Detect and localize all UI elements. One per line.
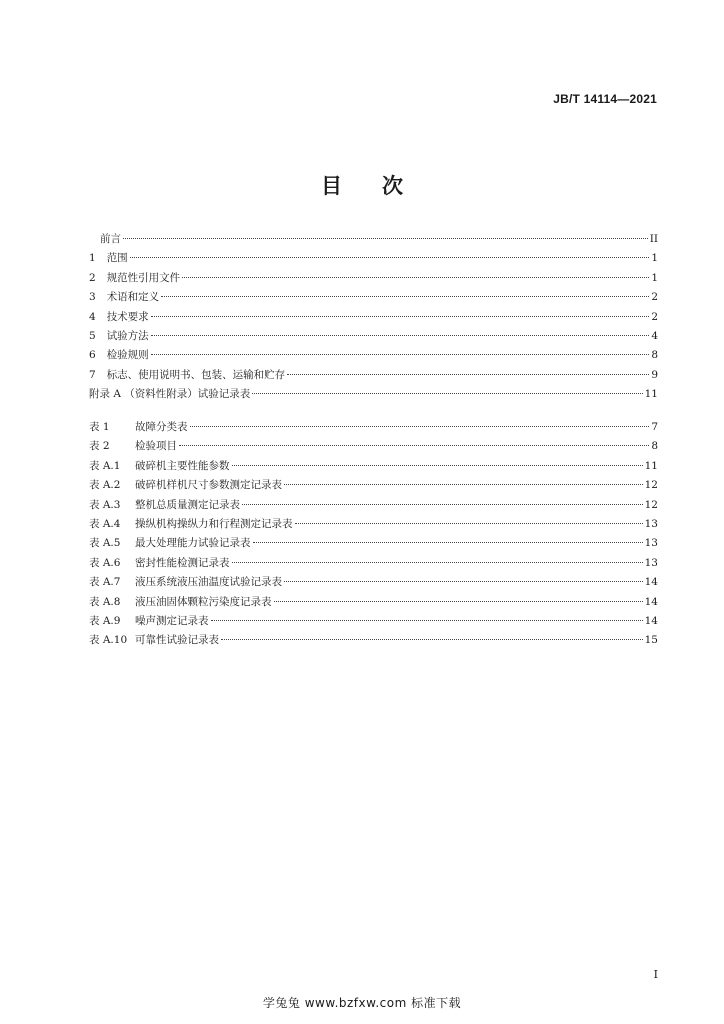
toc-entry-title: 前言 [100,233,121,245]
toc-table-entry[interactable] [89,612,658,631]
toc-entry-title: 技术要求 [106,310,149,323]
toc-table-entry[interactable] [89,457,658,476]
table-number: 表 A.1 [89,459,121,472]
dot-leader [211,619,643,621]
toc-tables [89,418,658,651]
table-page: 11 [644,459,658,472]
dot-leader [284,580,643,582]
table-title: 检验项目 [135,440,177,453]
toc-entry-title: 术语和定义 [106,291,160,304]
toc-entry-title: 范围 [106,252,128,265]
standard-number: JB/T 14114—2021 [553,92,657,106]
toc-entry[interactable] [89,269,658,288]
table-page: 12 [644,498,658,511]
toc-entry-number: 7 [89,368,96,381]
toc-entry[interactable] [89,249,658,268]
toc-entry-title: 规范性引用文件 [106,271,181,284]
table-page: 14 [644,595,658,608]
toc-table-entry[interactable] [89,573,658,592]
table-number: 表 A.4 [89,517,121,530]
table-page: 13 [644,517,658,530]
dot-leader [252,392,642,394]
dot-leader [287,373,649,375]
toc-entry[interactable] [89,327,658,346]
dot-leader [232,464,643,466]
table-page: 15 [644,634,658,647]
toc-entry-title: 标志、使用说明书、包装、运输和贮存 [106,368,286,381]
dot-leader [253,541,643,543]
toc-entry-page: 11 [644,388,658,401]
toc-entry-page: 1 [651,271,658,284]
table-title: 破碎机样机尺寸参数测定记录表 [135,479,282,492]
toc-entry-page: 8 [651,349,658,362]
toc-entry-number: 5 [89,329,96,342]
toc-table-entry[interactable] [89,631,658,650]
toc-entry-title: 检验规则 [106,349,149,362]
toc-entry-number: 6 [89,349,96,362]
table-title: 噪声测定记录表 [135,614,209,627]
table-number: 表 A.3 [89,498,121,511]
toc-entry-page: 4 [651,329,658,342]
toc-table-entry[interactable] [89,496,658,515]
table-title: 最大处理能力试验记录表 [135,537,251,550]
table-title: 操纵机构操纵力和行程测定记录表 [135,517,293,530]
toc-table-entry[interactable] [89,476,658,495]
toc-entry[interactable] [89,346,658,365]
table-title: 密封性能检测记录表 [135,556,230,569]
dot-leader [190,425,650,427]
watermark-text[interactable]: 学兔兔 www.bzfxw.com 标准下载 [262,996,462,1010]
table-page: 7 [651,421,658,433]
table-title: 整机总质量测定记录表 [135,498,240,511]
toc-entry-number: 2 [89,271,96,284]
dot-leader [232,561,643,563]
table-number: 表 A.8 [89,595,121,608]
dot-leader [179,444,649,446]
table-page: 14 [644,614,658,627]
toc-entry[interactable] [89,230,658,249]
toc-entry-number: 4 [89,310,96,323]
dot-leader [274,600,643,602]
dot-leader [161,295,649,297]
table-title: 液压系统液压油温度试验记录表 [135,576,282,589]
toc-table-entry[interactable] [89,515,658,534]
table-title: 故障分类表 [135,421,188,433]
dot-leader [182,276,649,278]
table-number: 表 A.7 [89,576,121,589]
toc-table-entry[interactable] [89,534,658,553]
dot-leader [242,503,643,505]
toc-entry-page: 1 [651,252,658,265]
table-number: 表 A.10 [89,634,128,647]
toc-table-entry[interactable] [89,418,658,437]
table-page: 12 [644,479,658,492]
toc-entry-page: 2 [651,310,658,323]
toc-entry[interactable] [89,385,658,404]
dot-leader [295,522,643,524]
dot-leader [130,256,650,258]
toc-entry[interactable] [89,308,658,327]
dot-leader [151,315,650,317]
toc-entry-page: 9 [651,368,658,381]
table-title: 破碎机主要性能参数 [135,459,230,472]
title-char-2: 次 [382,174,403,198]
dot-leader [151,334,650,336]
toc-entry-page: II [649,233,658,245]
toc-table-entry[interactable] [89,554,658,573]
toc-entry-page: 2 [651,291,658,304]
table-number: 表 A.6 [89,556,121,569]
table-page: 13 [644,537,658,550]
table-number: 表 A.2 [89,479,121,492]
table-title: 可靠性试验记录表 [135,634,219,647]
toc-entry-number: 1 [89,252,96,265]
title-char-1: 目 [321,174,342,198]
dot-leader [123,237,648,239]
page-title [0,170,724,200]
dot-leader [221,638,643,640]
table-number: 表 2 [89,440,110,453]
table-page: 14 [644,576,658,589]
dot-leader [151,353,650,355]
table-number: 表 A.9 [89,614,121,627]
table-number: 表 1 [89,421,110,433]
toc-table-entry[interactable] [89,437,658,456]
toc-table-entry[interactable] [89,593,658,612]
toc-entry-number: 3 [89,291,96,304]
toc-entry-title: 试验方法 [106,329,149,342]
toc-entry[interactable] [89,366,658,385]
table-page: 8 [651,440,658,453]
table-page: 13 [644,556,658,569]
toc-entry-title: 附录 A （资料性附录）试验记录表 [89,388,251,401]
page-folio: I [653,968,658,981]
toc-entry[interactable] [89,288,658,307]
table-number: 表 A.5 [89,537,121,550]
table-title: 液压油固体颗粒污染度记录表 [135,595,272,608]
toc-sections [89,230,658,405]
dot-leader [284,483,643,485]
